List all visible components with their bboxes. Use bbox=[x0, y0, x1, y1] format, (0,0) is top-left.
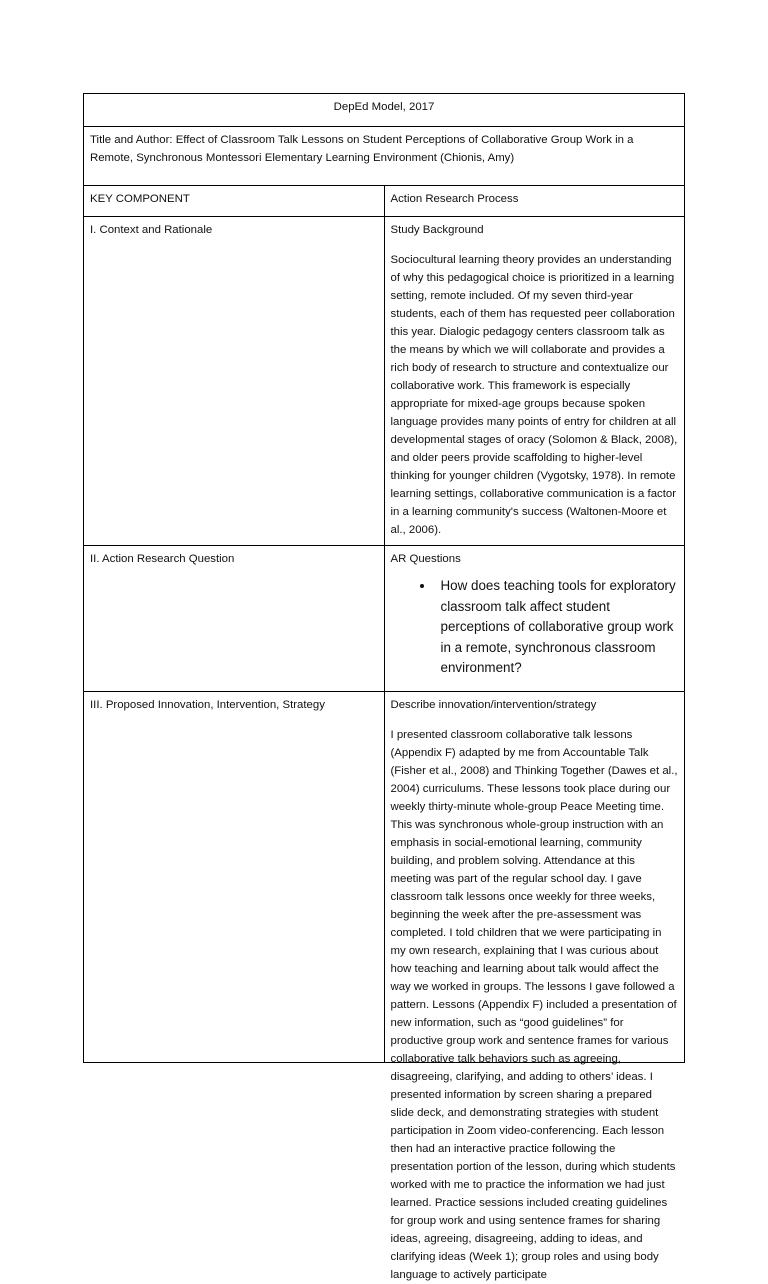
section-label-innovation: III. Proposed Innovation, Intervention, Strategy bbox=[84, 691, 385, 1062]
section-heading: Study Background bbox=[390, 224, 484, 236]
section-label-question: II. Action Research Question bbox=[84, 546, 385, 692]
innovation-wrap bbox=[390, 696, 679, 1281]
document-header: DepEd Model, 2017 bbox=[84, 94, 685, 127]
title-author: Title and Author: Effect of Classroom Talk Lessons on Student Perceptions of Collaborative Group Work in a Remote, Synchronous Montessori Elementary Learning Environment (Chionis, Amy) bbox=[84, 127, 685, 186]
key-component-row bbox=[84, 186, 685, 217]
list-item: • How does teaching tools for exploratory classroom talk affect student perceptions of collaborative group work in a remote, synchronous classroom environment? bbox=[435, 576, 679, 679]
header-row bbox=[84, 94, 685, 127]
section-heading: AR Questions bbox=[390, 553, 461, 565]
key-component-header: KEY COMPONENT bbox=[84, 186, 385, 217]
process-header: Action Research Process bbox=[384, 186, 685, 217]
context-content bbox=[384, 217, 685, 546]
question-list bbox=[391, 576, 679, 679]
innovation-row bbox=[84, 691, 685, 1062]
title-row bbox=[84, 127, 685, 186]
section-body: Sociocultural learning theory provides an understanding of why this pedagogical choice is prioritized in a learning setting, remote included. Of my seven third-year students, each of them has requested peer collaboration this year. Dialogic pedagogy centers classroom talk as the means by which we will collaborate and provides a rich body of research to structure and contextualize our collaborative work. This framework is especially appropriate for mixed-age groups because spoken language provides many points of entry for children at all developmental stages of oracy (Solomon & Black, 2008), and older peers provide scaffolding to higher-level thinking for younger children (Vygotsky, 1978). In remote learning settings, collaborative communication is a factor in a learning community's success (Waltonen-Moore et al., 2006). bbox=[390, 254, 678, 536]
innovation-content bbox=[384, 691, 685, 1281]
section-body: I presented classroom collaborative talk lessons (Appendix F) adapted by me from Accountable Talk (Fisher et al., 2008) and Thinking Together (Dawes et al., 2004) curriculums. These lessons took place during our weekly thirty-minute whole-group Peace Meeting time. This was synchronous whole-group instruction with an emphasis in social-emotional learning, community building, and problem solving. Attendance at this meeting was part of the regular school day. I gave classroom talk lessons once weekly for three weeks, beginning the week after the pre-assessment was completed. I told children that we were participating in my own research, explaining that I was curious about how teaching and learning about talk would affect the way we worked in groups. The lessons I gave followed a pattern. Lessons (Appendix F) included a presentation of new information, such as “good guidelines” for productive group work and sentence frames for various collaborative talk behaviors such as agreeing, disagreeing, clarifying, and adding to others’ ideas. I presented information by screen sharing a prepared slide deck, and demonstrating strategies with student participation in Zoom video-conferencing. Each lesson then had an interactive practice following the presentation portion of the lesson, during which students worked with me to practice the information we had just learned. Practice sessions included creating guidelines for group work and using sentence frames for sharing ideas, agreeing, disagreeing, adding to ideas, and clarifying ideas (Week 1); group roles and using body language to actively participate bbox=[390, 728, 678, 1281]
question-row bbox=[84, 546, 685, 692]
context-row bbox=[84, 217, 685, 546]
section-label-context: I. Context and Rationale bbox=[84, 217, 385, 546]
research-table bbox=[83, 93, 685, 1281]
question-content bbox=[384, 546, 685, 692]
section-heading: Describe innovation/intervention/strategy bbox=[390, 698, 597, 711]
